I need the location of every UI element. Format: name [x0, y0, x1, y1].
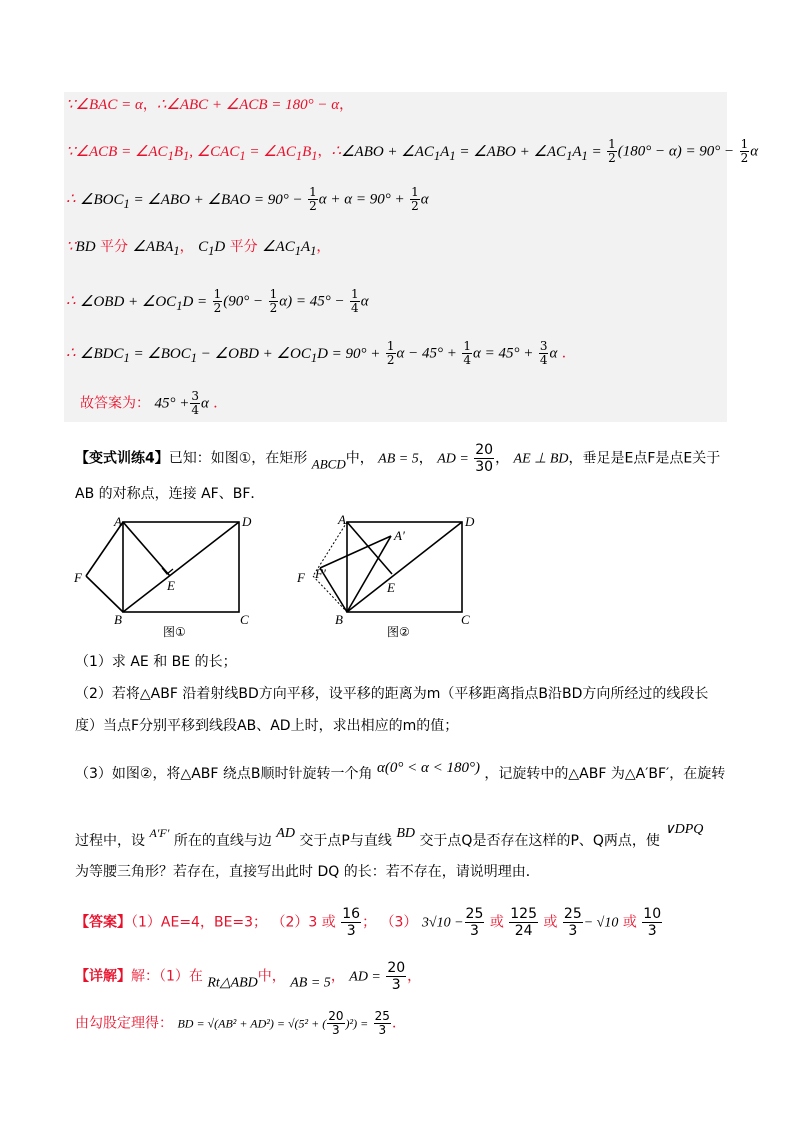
fig2-label-a1: A′ [394, 528, 405, 543]
line-ae [123, 522, 170, 576]
explain-ab: AB = 5 [290, 975, 331, 991]
question-3c: 为等腰三角形？若存在，直接写出此时 DQ 的长：若不存在，请说明理由． [75, 864, 540, 880]
answer-block: 【答案】（1）AE=4，BE=3； （2）3 或 $\frac{16}{3}$ ； （3） 3√10 − $\frac{25}{3}$ 或 $\frac{125}{24}$ 或 $\frac{25}{3}$ − √10 或 $\frac{10}{3}$ [75, 906, 662, 939]
question-2b: 度）当点F分别平移到线段AB、AD上时，求出相应的m的值； [75, 718, 459, 734]
fig2-label-f1: F′ [315, 566, 326, 581]
q3b-af: A′F′ [149, 826, 170, 840]
fig2-label-d: D [465, 514, 475, 529]
line-bd [123, 522, 239, 612]
q3a-angle: α(0° < α < 180°) [376, 760, 480, 776]
ad-den: 30 [475, 459, 494, 475]
solution-line-6: ∴ $\angle BDC_1$ = $\angle BOC_1$ − ∠OBD + $\angle OC_1D = 90^\circ$ + $\frac{1}{2}$ α − 45° + $\frac{1}{4}$ α = 45° + $\frac{3}{4}$ α ． [66, 339, 576, 367]
fig1-label-a: A [114, 514, 122, 529]
fig2-label-e: E [387, 580, 395, 595]
ans-v2-num: 125 [510, 906, 537, 922]
question-3b [75, 820, 703, 851]
question-1: （1）求 AE 和 BE 的长； [75, 654, 237, 670]
q3a-text-2: ，记旋转中的△ABF 为△A′BF′，在旋转 [484, 766, 726, 782]
fig1-label-e: E [167, 578, 175, 593]
problem-line-1: 【变式训练4】已知：如图①，在矩形 ABCD中， AB = 5， AD = $\frac{20}{30}$ ， AE ⊥ BD，垂足是E点F是点E关于 [75, 442, 721, 475]
ab-value: AB = 5 [378, 451, 419, 467]
ans-v4-num: 10 [643, 906, 662, 922]
question-2a: （2）若将△ABF 沿着射线BD方向平移，设平移的距离为m（平移距离指点B沿BD方向所经过的线段长 [75, 686, 709, 702]
fig2-caption: 图② [387, 625, 410, 639]
ad-prefix: AD = [437, 451, 469, 467]
ans-v2-den: 24 [514, 923, 533, 939]
q3b-text-4: 交于点Q是否存在这样的P、Q两点，使 [419, 833, 660, 849]
problem-text-1b: 中， [345, 450, 374, 467]
line-ae-2 [347, 522, 392, 574]
explain-ad-prefix: AD = [349, 969, 381, 985]
ad-num: 20 [475, 442, 494, 458]
q3a-text-1: （3）如图②，将△ABF 绕点B顺时针旋转一个角 [75, 766, 373, 782]
fig1-label-d: D [242, 514, 252, 529]
ans-p2-den: 3 [346, 923, 356, 939]
answer-line: 故答案为： 45° + $\frac{3}{4}$ α ． [80, 389, 228, 417]
solution-line-1: ∵∠BAC = α，∴∠ABC + ∠ACB = 180° − α， [66, 97, 354, 113]
line-af [86, 522, 123, 576]
q3b-tri: ∨DPQ [664, 822, 704, 837]
explain-text-1: 解：（1）在 [131, 968, 203, 985]
fig2-label-f: F [297, 570, 305, 585]
q3b-bd: BD [396, 826, 415, 841]
solution-line-5: ∴ ∠OBD + $\angle OC_1D$ = $\frac{1}{2}$ (90° − $\frac{1}{2}$ α) = 45° − $\frac{1}{4}$ α [66, 287, 369, 315]
dashed-bf [313, 576, 347, 612]
explain-tag: 【详解】 [75, 968, 131, 985]
fig2-label-a: A [338, 512, 346, 527]
explain-ad-den: 3 [391, 977, 401, 993]
solution-line-4: ∵BD 平分 $\angle ABA_1$， $C_1D$ 平分 $\angle AC_1A_1$， [66, 239, 331, 258]
answer-part-3: （3） [380, 914, 418, 931]
answer-tag: 【答案】 [75, 914, 131, 931]
explain-ad-num: 20 [387, 960, 406, 976]
q3b-text-2: 所在的直线与边 [173, 833, 272, 849]
fig1-label-c: C [240, 612, 249, 627]
solution-line-3: ∴ $\angle BOC_1$ = ∠ABO + ∠BAO = 90° − $\frac{1}{2}$ α + α = 90° + $\frac{1}{2}$ α [66, 185, 429, 213]
fig1-caption: 图① [163, 625, 186, 639]
or-3: 或 [622, 914, 637, 931]
fig1-label-f: F [74, 570, 82, 585]
line-bf [86, 576, 123, 612]
q3b-ad: AD [276, 826, 295, 841]
answer-suffix: ． [213, 395, 228, 412]
ans-v4-den: 3 [647, 923, 657, 939]
figure-1 [70, 512, 260, 640]
pythag-line: 由勾股定理得： BD = √(AB² + AD²) = √(5² + ( $\frac{20}{3}$ )²) = $\frac{25}{3}$ ． [75, 1009, 406, 1037]
problem-line-2: AB 的对称点，连接 AF、BF． [75, 486, 265, 502]
pythag-tail: ． [391, 1015, 406, 1032]
problem-text-1a: 已知：如图①，在矩形 [168, 450, 308, 467]
or-2: 或 [543, 914, 558, 931]
q3b-text-3: 交于点P与直线 [299, 833, 392, 849]
answer-part-2: （2）3 或 [271, 914, 336, 931]
explain-text-2: 中， [257, 968, 286, 985]
rect-name: ABCD [311, 456, 346, 472]
pythag-prefix: 由勾股定理得： [75, 1015, 173, 1032]
solution-line-2: ∵∠ACB = $\angle AC_1B_1$, $\angle CAC_1$ = $\angle AC_1B_1$，∴∠ABO + $\angle AC_1A_1$ = ∠ABO + $\angle AC_1A_1$ = $\frac{1}{2}$ (180° − α) = 90° − $\frac{1}{2}$ α [66, 137, 759, 165]
q3b-text-1: 过程中，设 [75, 833, 145, 849]
answer-prefix: 故答案为： [80, 395, 150, 412]
problem-text-1c: ，垂足是E点F是点E关于 [568, 450, 721, 467]
or-1: 或 [489, 914, 504, 931]
fig2-label-c: C [461, 612, 470, 627]
explain-line: 【详解】解：（1）在 Rt△ABD中， AB = 5， AD = $\frac{20}{3}$ ， [75, 960, 422, 993]
line-a1f1 [320, 536, 391, 568]
ans-p2-num: 16 [342, 906, 361, 922]
fig2-label-b: B [335, 612, 343, 627]
perp-text: AE ⊥ BD [513, 451, 569, 467]
explain-tri: Rt△ABD [207, 975, 258, 991]
answer-part-1: （1）AE=4，BE=3； [131, 914, 268, 931]
problem-tag: 【变式训练4】 [75, 450, 169, 467]
fig1-label-b: B [114, 612, 122, 627]
figure-2 [295, 512, 495, 640]
explain-tail: ， [407, 968, 422, 985]
question-3a [75, 758, 725, 784]
